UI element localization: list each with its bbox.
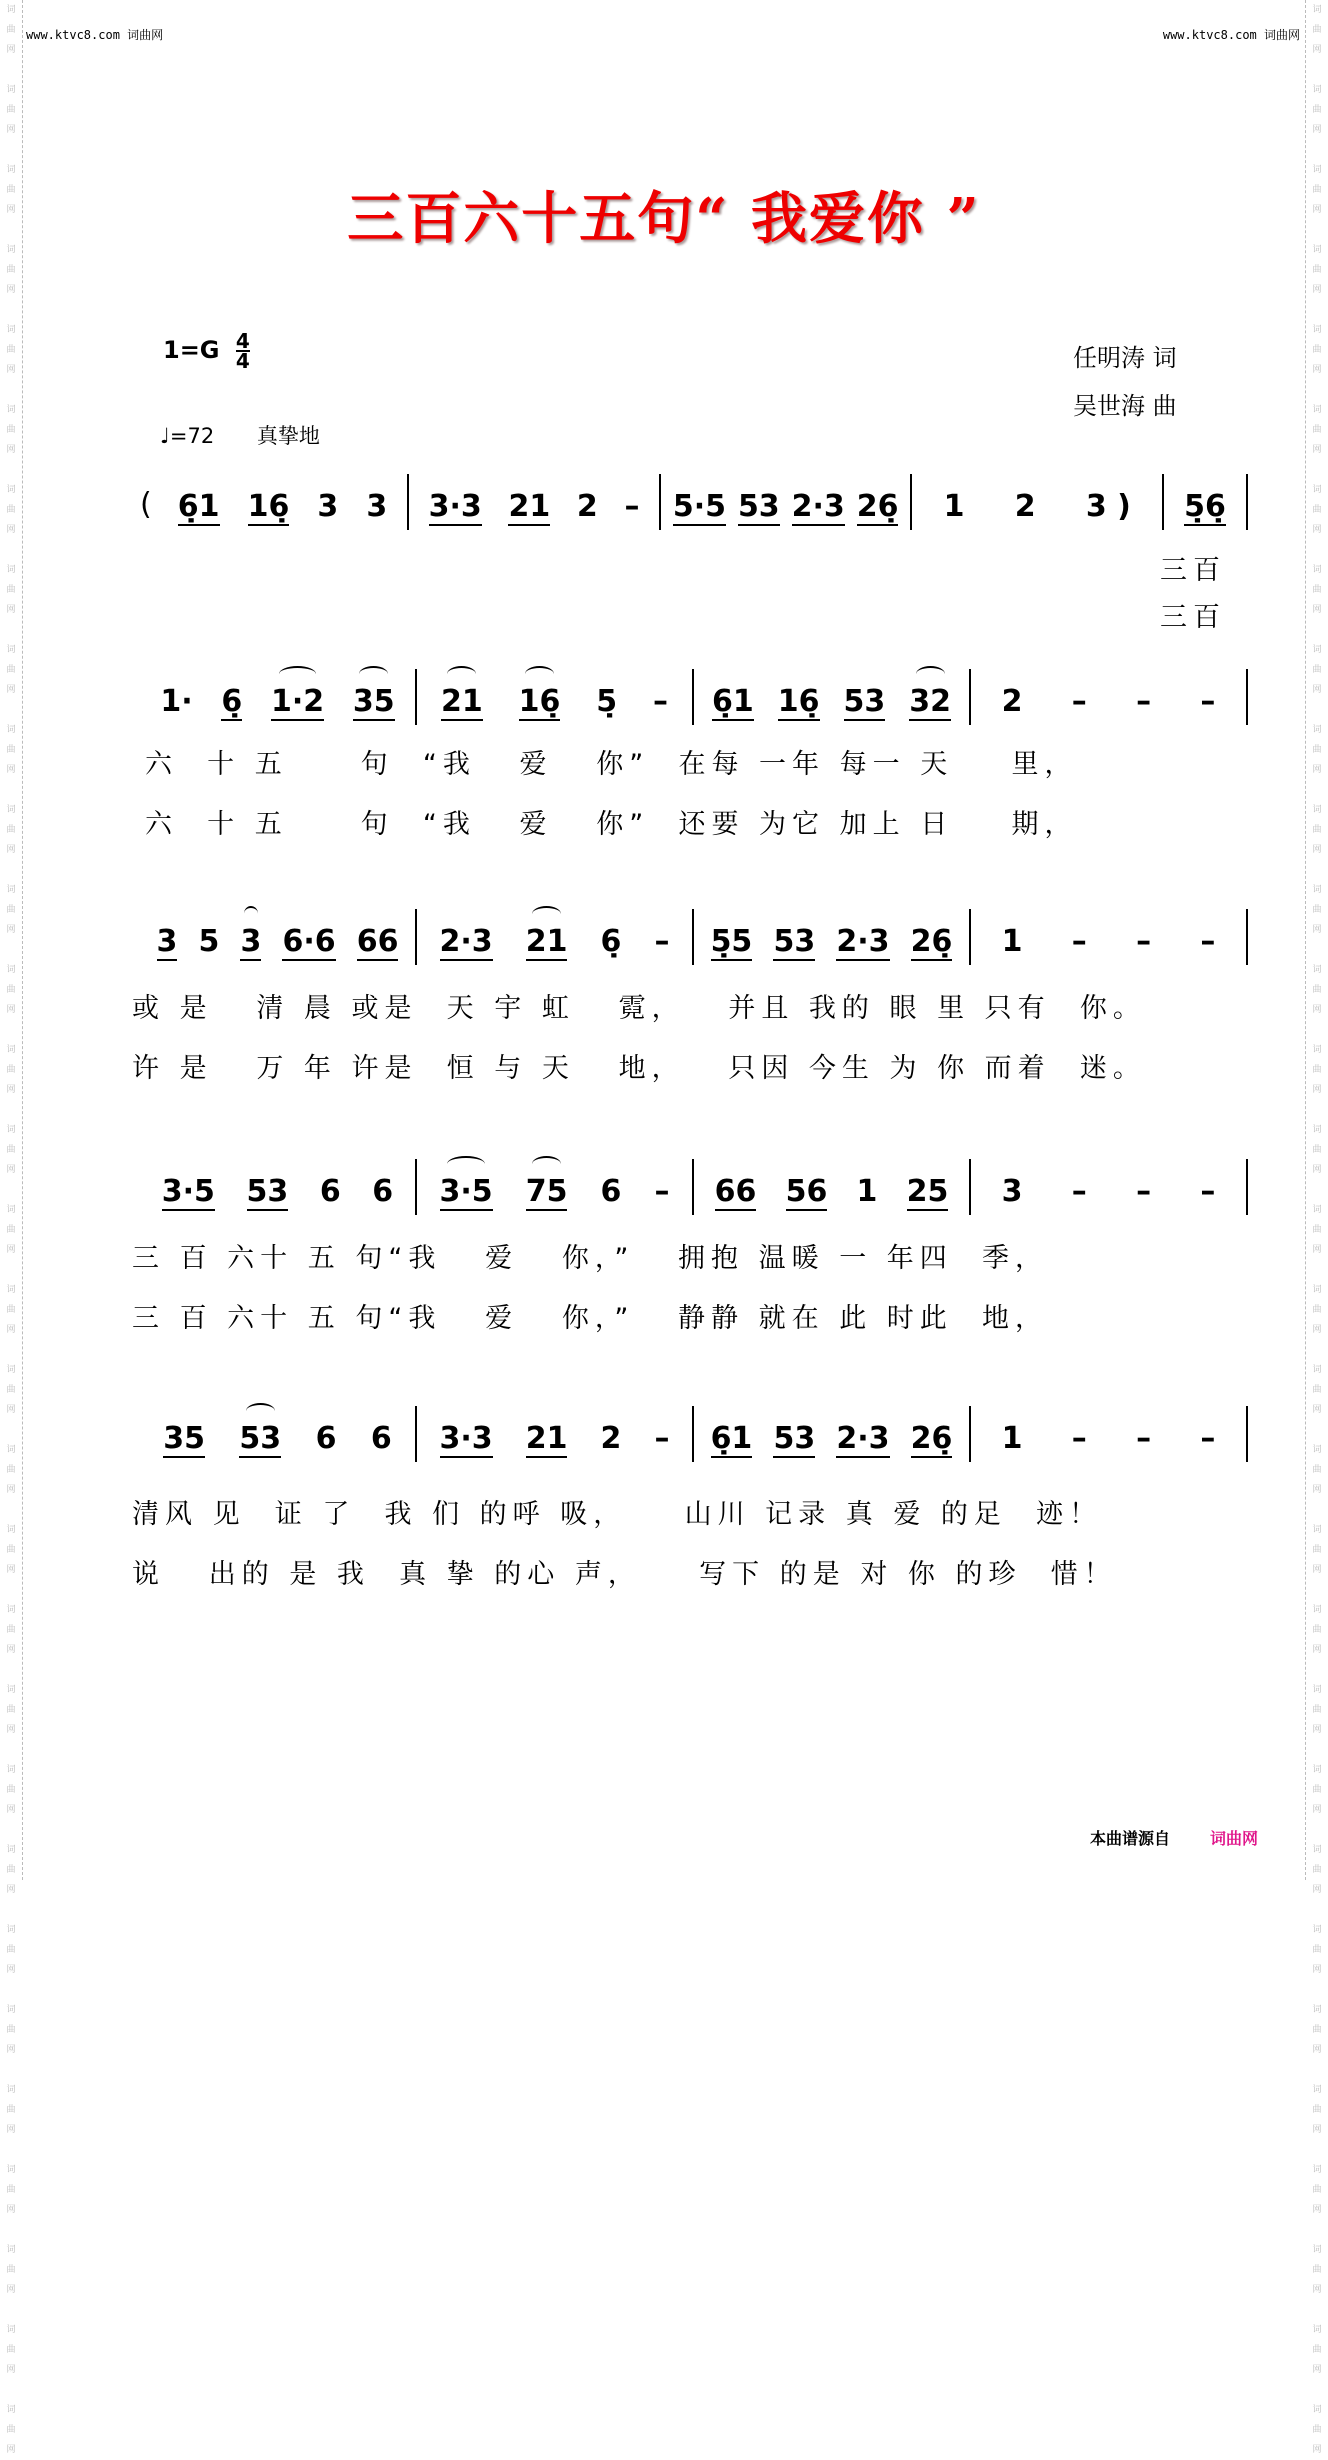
note-group: – [1071,1174,1087,1209]
note-group: – [1071,684,1087,719]
note-group: – [1136,1174,1152,1209]
watermark-left: www.ktvc8.com 词曲网 [26,28,164,42]
tempo-line [160,420,320,450]
note-group: – [624,489,640,524]
lyric-line: 三百 [1160,602,1226,633]
measure [694,1159,971,1215]
open-paren: ( [140,487,152,522]
music-row [140,905,1248,965]
note-group: – [1200,924,1216,959]
watermark-right: www.ktvc8.com 词曲网 [1162,28,1300,42]
note-group: 2·3 [440,924,493,965]
note-group: 3 [1001,1174,1023,1209]
note-group: 26̣ [911,1421,953,1462]
lyric-line: 或 是 清 晨 或是 天 宇 虹 霓， 并且 我的 眼 里 只有 你。 [132,993,1146,1024]
note-group: 5 [198,924,220,959]
footer [1090,1826,1258,1849]
measure [140,909,417,965]
note-group: 32 [909,684,951,725]
note-group: 21 [526,1421,568,1462]
note-group: – [654,1421,670,1456]
note-group: 3 [157,924,178,965]
right-watermark-strip: 词 曲 网 词 曲 网 词 曲 网 词 曲 网 词 曲 网 词 曲 网 词 曲 网 词 曲 网 词 曲 网 词 曲 网 词 曲 网 词 曲 网 词 曲 网 词 曲 网 词 曲 网 词 曲 网 词 曲 网 词 曲 网 词 曲 网 词 曲 网 词 曲 网 词 曲 网 词 曲 网 词 曲 网 词 曲 网 词 曲 网 词 曲 网 词 曲 网 词 曲 网 词 曲 网 词 曲 网 [1305,0,1328,1880]
note-group: 2·3 [836,924,889,965]
note-group: 1· [160,684,193,719]
measure [417,669,694,725]
note-group: 5̣ [596,684,618,719]
note-group: 6̣ [600,924,622,959]
measure [409,474,661,530]
note-group: – [1136,684,1152,719]
note-group: – [1136,924,1152,959]
note-group: 5̣6̣ [1184,489,1226,530]
note-group: 2 [600,1421,622,1456]
note-group: 75 [526,1174,568,1215]
note-group: 6̣1 [711,1421,753,1462]
note-group: 25 [907,1174,949,1215]
note-group: 2 [1001,684,1023,719]
note-group: 66 [357,924,399,965]
measure [971,669,1248,725]
note-group: 3 ) [1085,489,1131,524]
note-group: – [1200,1174,1216,1209]
note-group: 1 [856,1174,878,1209]
measure [912,474,1164,530]
note-group: – [1200,684,1216,719]
note-group: 6 [600,1174,622,1209]
lyric-line: 六 十 五 句 “我 爱 你” 在每 一年 每一 天 里， [145,749,1078,780]
measure [661,474,913,530]
note-group: 1 [1001,1421,1023,1456]
lyric-line: 说 出的 是 我 真 挚 的心 声， 写下 的是 对 你 的珍 惜！ [132,1559,1117,1590]
key-signature [163,329,250,373]
note-group: 1 [1001,924,1023,959]
note-group: 6̣1 [712,684,754,725]
note-group: 2 [576,489,598,524]
note-group: 6 [319,1174,341,1209]
measure [971,1406,1248,1462]
note-group: 6̣1 [178,489,220,530]
note-group: 16̣ [519,684,561,725]
note-group: 2·3 [836,1421,889,1462]
measure [694,1406,971,1462]
note-group: – [1200,1421,1216,1456]
note-group: 53 [247,1174,289,1215]
note-group: – [654,1174,670,1209]
lyric-line: 清风 见 证 了 我 们 的呼 吸， 山川 记录 真 爱 的足 迹！ [132,1499,1103,1530]
note-group: 2 [1014,489,1036,524]
note-group: – [654,924,670,959]
lyric-line: 三 百 六十 五 句“我 爱 你，” 拥抱 温暖 一 年四 季， [132,1243,1048,1274]
note-group: 26̣ [857,489,899,530]
key: 1=G [163,336,220,364]
note-group: 6·6 [282,924,335,965]
note-group: – [1136,1421,1152,1456]
note-group: 56 [786,1174,828,1215]
measure [694,909,971,965]
note-group: 3 [240,924,261,965]
measure [417,909,694,965]
note-group: 2·3 [792,489,845,530]
note-group: 6̣ [221,684,242,725]
note-group: 26̣ [911,924,953,965]
measure [140,1159,417,1215]
measure [140,669,417,725]
lyricist: 任明涛 词 [1073,344,1177,372]
music-row [140,470,1248,530]
note-group: 1·2 [271,684,324,725]
measure [971,909,1248,965]
note-group: 53 [773,1421,815,1462]
note-group: 6 [370,1421,392,1456]
music-row [140,665,1248,725]
song-title: 三百六十五句“ 我爱你 ” [347,186,981,252]
measure [417,1406,694,1462]
note-group: 53 [738,489,780,530]
note-group: 16̣ [778,684,820,725]
time-bottom: 4 [235,349,250,373]
note-group: 21 [526,924,568,965]
note-group: – [1071,1421,1087,1456]
tempo: ♩=72 [160,424,215,448]
measure [694,669,971,725]
lyric-line: 许 是 万 年 许是 恒 与 天 地， 只因 今生 为 你 而着 迷。 [132,1053,1146,1084]
note-group: 53 [844,684,886,725]
note-group: 3·5 [162,1174,215,1215]
note-group: 1 [943,489,965,524]
note-group: 21 [441,684,483,725]
note-group: 3·5 [440,1174,493,1215]
note-group: 3 [317,489,339,524]
time-top: 4 [235,329,250,353]
lyric-line: 三 百 六十 五 句“我 爱 你，” 静静 就在 此 时此 地， [132,1303,1048,1334]
note-group: 3·3 [440,1421,493,1462]
music-row [140,1155,1248,1215]
source-label: 本曲谱源自 [1089,1829,1170,1848]
measure [1164,474,1248,530]
left-watermark-strip: 词 曲 网 词 曲 网 词 曲 网 词 曲 网 词 曲 网 词 曲 网 词 曲 网 词 曲 网 词 曲 网 词 曲 网 词 曲 网 词 曲 网 词 曲 网 词 曲 网 词 曲 网 词 曲 网 词 曲 网 词 曲 网 词 曲 网 词 曲 网 词 曲 网 词 曲 网 词 曲 网 词 曲 网 词 曲 网 词 曲 网 词 曲 网 词 曲 网 词 曲 网 词 曲 网 词 曲 网 [0,0,23,1880]
note-group: 35 [163,1421,205,1462]
note-group: 5̣5 [711,924,753,965]
lyric-line: 三百 [1160,555,1226,586]
expression: 真挚地 [256,424,320,448]
note-group: – [1071,924,1087,959]
lyric-line: 六 十 五 句 “我 爱 你” 还要 为它 加上 日 期， [145,809,1078,840]
measure [417,1159,694,1215]
note-group: 16̣ [248,489,290,530]
note-group: 6 [315,1421,337,1456]
music-row [140,1402,1248,1462]
note-group: 21 [508,489,550,530]
note-group: 6 [372,1174,394,1209]
measure [158,474,410,530]
note-group: 66 [715,1174,757,1215]
note-group: 3·3 [429,489,482,530]
note-group: 35 [353,684,395,725]
note-group: – [653,684,669,719]
note-group: 53 [239,1421,281,1462]
brand-link[interactable]: 词曲网 [1209,1829,1258,1848]
measure [971,1159,1248,1215]
time-signature [235,329,250,373]
note-group: 53 [773,924,815,965]
note-group: 5·5 [673,489,726,530]
measure [140,1406,417,1462]
note-group: 3 [366,489,388,524]
composer: 吴世海 曲 [1073,392,1177,420]
